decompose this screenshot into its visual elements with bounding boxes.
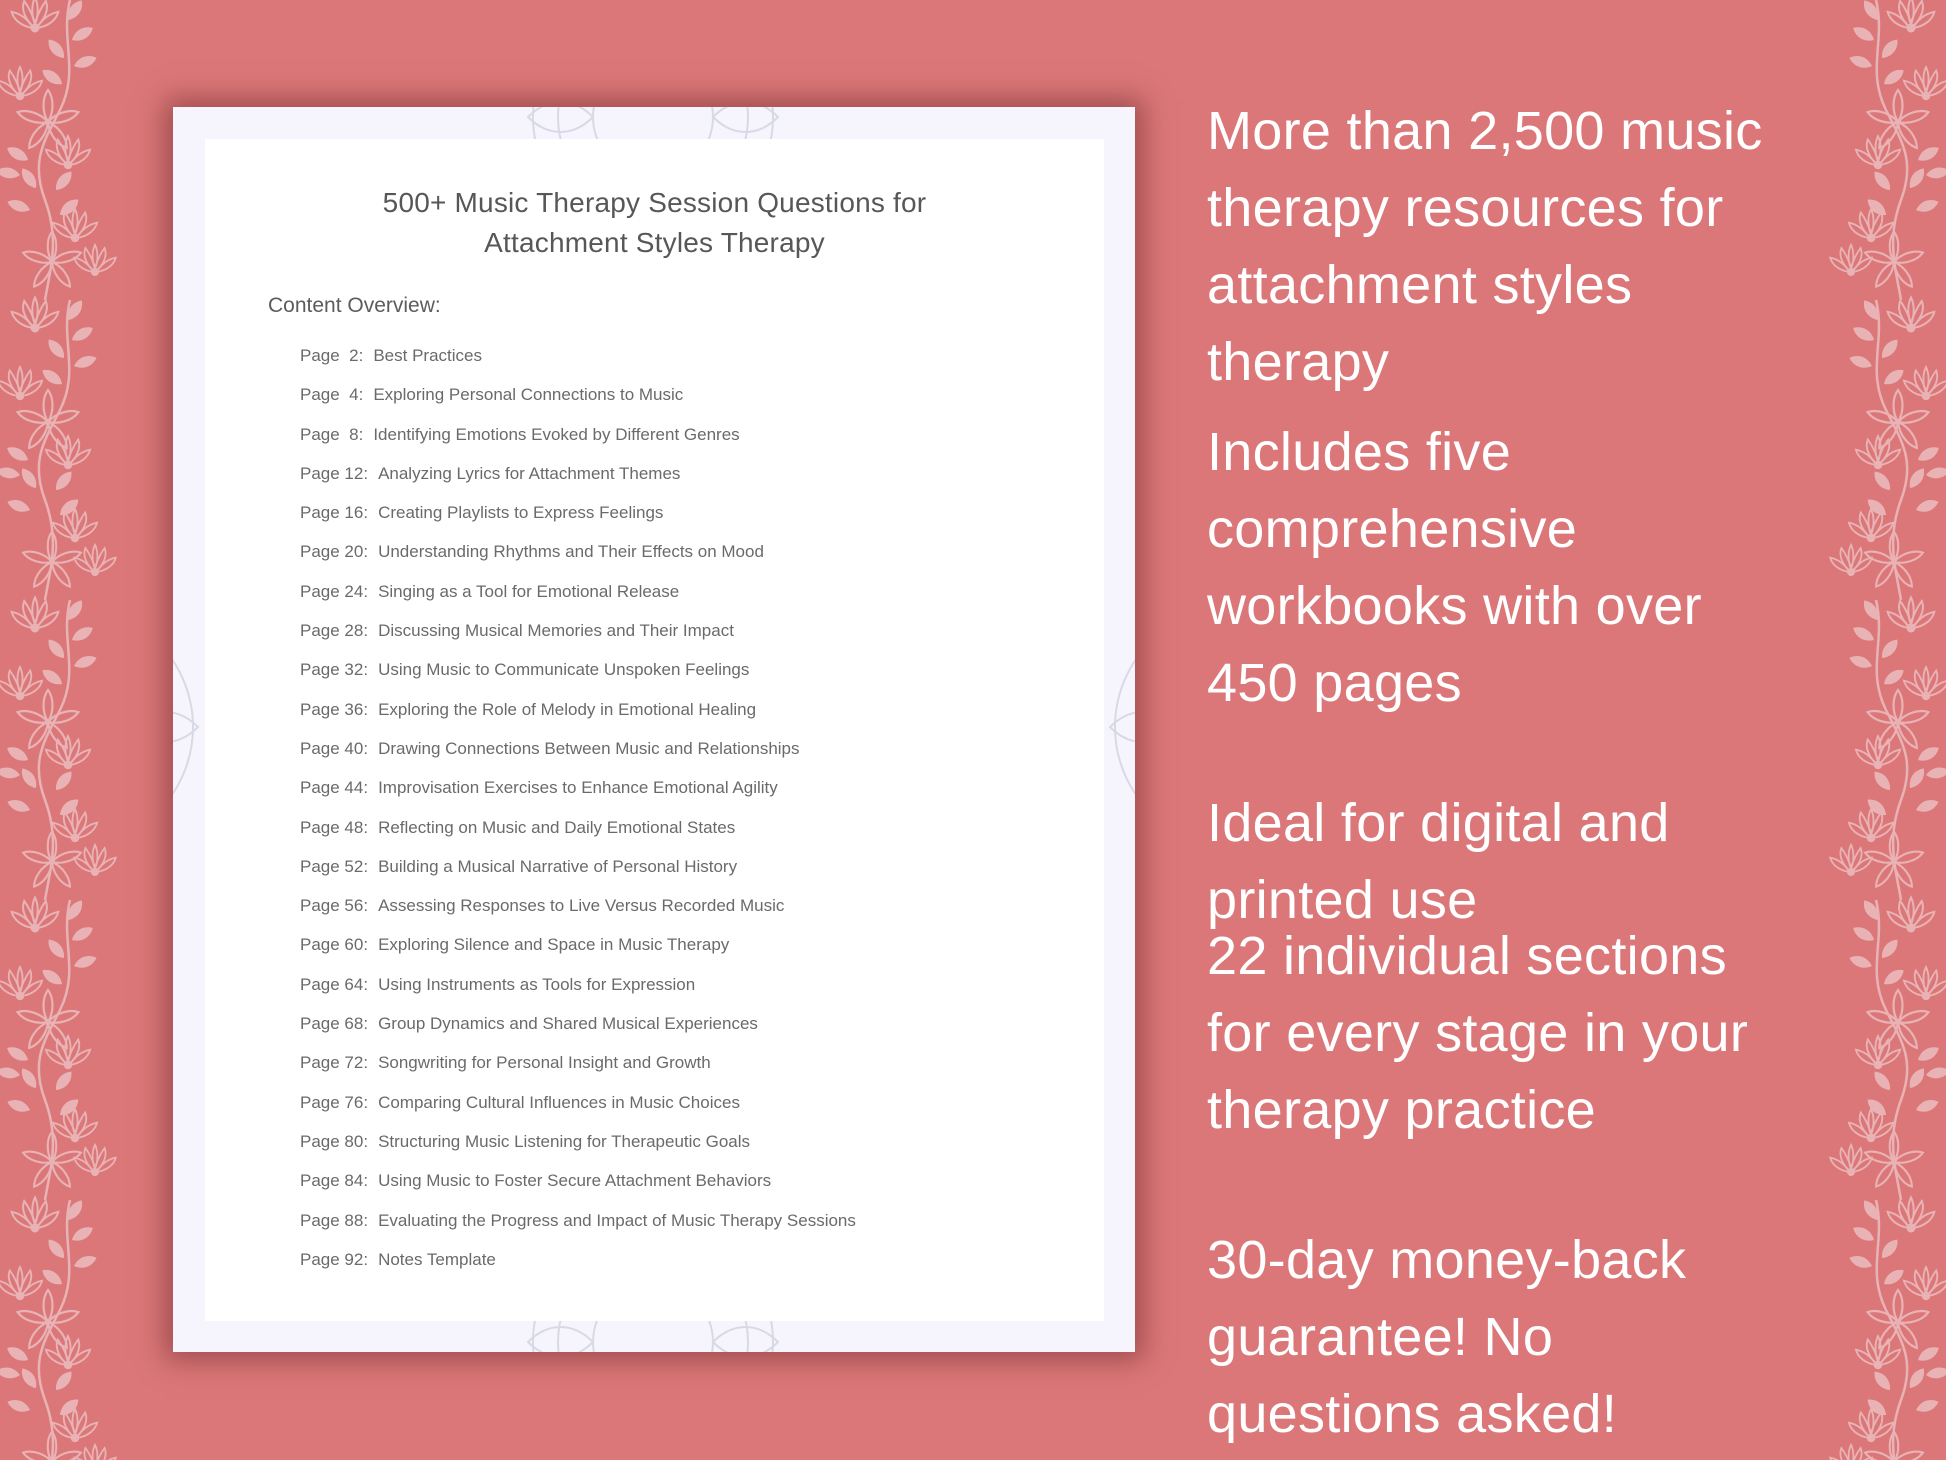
- toc-section-title: Using Instruments as Tools for Expression: [378, 974, 696, 994]
- feature-block: [1207, 419, 1907, 727]
- toc-section-title: Identifying Emotions Evoked by Different Genres: [373, 424, 740, 444]
- feature-text-line: Ideal for digital and: [1207, 793, 1670, 853]
- toc-section-title: Evaluating the Progress and Impact of Music Therapy Sessions: [378, 1210, 856, 1230]
- toc-section-title: Exploring Silence and Space in Music Therapy: [378, 935, 730, 955]
- toc-page-number: Page 36:: [300, 699, 369, 719]
- toc-page-number: Page 68:: [300, 1014, 369, 1034]
- toc-section-title: Improvisation Exercises to Enhance Emotional Agility: [378, 778, 778, 798]
- toc-page-number: Page 4:: [300, 385, 364, 405]
- document-title-line-2: Attachment Styles Therapy: [484, 227, 825, 258]
- toc-page-number: Page 92:: [300, 1249, 369, 1269]
- toc-page-number: Page 60:: [300, 935, 369, 955]
- content-overview-heading: Content Overview:: [268, 294, 441, 317]
- feature-text-line: therapy practice: [1207, 1080, 1596, 1140]
- feature-text-line: attachment styles: [1207, 255, 1633, 315]
- feature-text-line: printed use: [1207, 870, 1478, 930]
- toc-section-title: Notes Template: [378, 1249, 496, 1269]
- toc-list-item: [300, 1240, 856, 1279]
- toc-list-item: [300, 729, 856, 768]
- toc-page-number: Page 8:: [300, 424, 364, 444]
- toc-list-item: [300, 415, 856, 454]
- toc-page-number: Page 84:: [300, 1171, 369, 1191]
- toc-page-number: Page 44:: [300, 778, 369, 798]
- toc-list-item: [300, 611, 856, 650]
- toc-page-number: Page 56:: [300, 896, 369, 916]
- toc-section-title: Discussing Musical Memories and Their Impact: [378, 621, 734, 641]
- toc-section-title: Comparing Cultural Influences in Music Choices: [378, 1092, 740, 1112]
- toc-page-number: Page 2:: [300, 346, 364, 365]
- toc-section-title: Drawing Connections Between Music and Relationships: [378, 738, 800, 758]
- toc-list-item: [300, 690, 856, 729]
- toc-page-number: Page 48:: [300, 817, 369, 837]
- toc-list-item: [300, 454, 856, 493]
- toc-section-title: Understanding Rhythms and Their Effects on Mood: [378, 542, 764, 562]
- toc-page-number: Page 76:: [300, 1092, 369, 1112]
- feature-text-line: 22 individual sections: [1207, 926, 1727, 986]
- feature-block: [1207, 923, 1907, 1154]
- toc-list-item: [300, 1161, 856, 1200]
- toc-list-item: [300, 650, 856, 689]
- toc-list-item: [300, 375, 856, 414]
- toc-page-number: Page 52:: [300, 856, 369, 876]
- toc-page-number: Page 40:: [300, 738, 369, 758]
- feature-text-line: guarantee! No: [1207, 1307, 1554, 1367]
- toc-section-title: Exploring the Role of Melody in Emotional Healing: [378, 699, 757, 719]
- toc-page-number: Page 80:: [300, 1131, 369, 1151]
- feature-block: [1207, 1227, 1907, 1458]
- toc-list-item: [300, 925, 856, 964]
- document-title-line-1: 500+ Music Therapy Session Questions for: [382, 187, 927, 218]
- feature-text-line: 30-day money-back: [1207, 1230, 1687, 1290]
- toc-page-number: Page 16:: [300, 503, 369, 523]
- feature-text-line: questions asked!: [1207, 1384, 1618, 1444]
- floral-vine-left-decoration: [0, 0, 130, 1460]
- feature-text-line: therapy: [1207, 332, 1390, 392]
- toc-page-number: Page 28:: [300, 621, 369, 641]
- toc-page-number: Page 88:: [300, 1210, 369, 1230]
- toc-page-number: Page 32:: [300, 660, 369, 680]
- toc-list-item: [300, 1043, 856, 1082]
- feature-text-line: comprehensive: [1207, 499, 1578, 559]
- feature-text-line: workbooks with over: [1207, 576, 1702, 636]
- toc-section-title: Building a Musical Narrative of Personal History: [378, 856, 738, 876]
- feature-block: [1207, 98, 1907, 406]
- table-of-contents: [300, 336, 856, 1279]
- toc-list-item: [300, 1122, 856, 1161]
- toc-list-item: [300, 572, 856, 611]
- toc-section-title: Structuring Music Listening for Therapeutic Goals: [378, 1131, 751, 1151]
- toc-section-title: Songwriting for Personal Insight and Growth: [378, 1053, 711, 1073]
- document-content: [205, 139, 1104, 1321]
- toc-page-number: Page 64:: [300, 974, 369, 994]
- toc-section-title: Singing as a Tool for Emotional Release: [378, 581, 680, 601]
- toc-section-title: Best Practices: [373, 346, 482, 365]
- document-page-preview: [173, 107, 1135, 1352]
- toc-page-number: Page 24:: [300, 581, 369, 601]
- toc-list-item: [300, 336, 856, 375]
- toc-list-item: [300, 768, 856, 807]
- toc-section-title: Using Music to Communicate Unspoken Feelings: [378, 660, 750, 680]
- toc-section-title: Reflecting on Music and Daily Emotional States: [378, 817, 736, 837]
- feature-block: [1207, 790, 1907, 944]
- feature-text-line: More than 2,500 music: [1207, 101, 1763, 161]
- toc-list-item: [300, 965, 856, 1004]
- toc-section-title: Assessing Responses to Live Versus Recorded Music: [378, 896, 785, 916]
- toc-section-title: Exploring Personal Connections to Music: [373, 385, 684, 405]
- toc-section-title: Analyzing Lyrics for Attachment Themes: [378, 463, 681, 483]
- toc-section-title: Creating Playlists to Express Feelings: [378, 503, 664, 523]
- toc-section-title: Using Music to Foster Secure Attachment Behaviors: [378, 1171, 772, 1191]
- toc-list-item: [300, 493, 856, 532]
- toc-list-item: [300, 1004, 856, 1043]
- toc-list-item: [300, 847, 856, 886]
- toc-page-number: Page 20:: [300, 542, 369, 562]
- feature-text-line: Includes five: [1207, 422, 1512, 482]
- feature-text-line: for every stage in your: [1207, 1003, 1749, 1063]
- toc-section-title: Group Dynamics and Shared Musical Experiences: [378, 1014, 758, 1034]
- toc-list-item: [300, 1201, 856, 1240]
- toc-page-number: Page 72:: [300, 1053, 369, 1073]
- toc-list-item: [300, 1083, 856, 1122]
- toc-list-item: [300, 532, 856, 571]
- toc-list-item: [300, 808, 856, 847]
- toc-list-item: [300, 886, 856, 925]
- toc-page-number: Page 12:: [300, 463, 369, 483]
- feature-text-line: 450 pages: [1207, 653, 1462, 713]
- feature-text-line: therapy resources for: [1207, 178, 1724, 238]
- document-title: [205, 183, 1104, 263]
